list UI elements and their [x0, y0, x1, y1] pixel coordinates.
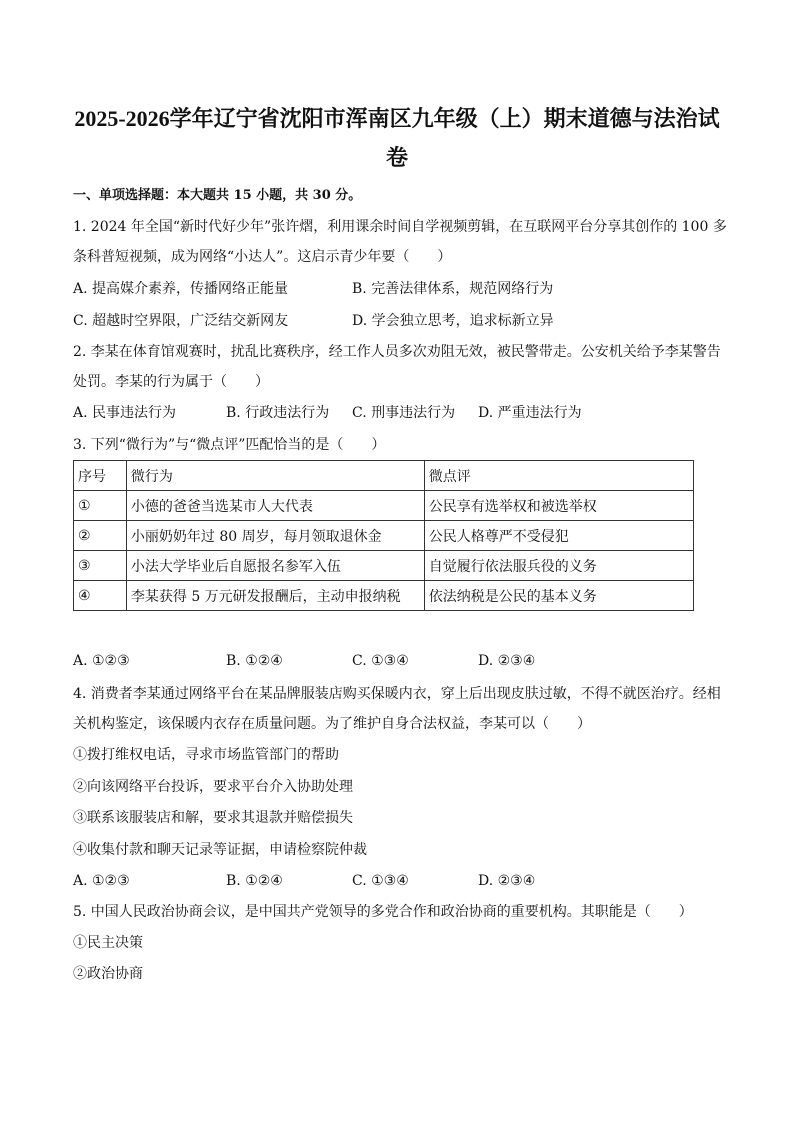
- table-header-cell: 序号: [74, 461, 127, 491]
- q2-option-d[interactable]: D. 严重违法行为: [478, 405, 582, 421]
- table-cell-no: ③: [74, 551, 127, 581]
- table-row: [74, 581, 694, 611]
- q5-stem: 5. 中国人民政治协商会议，是中国共产党领导的多党合作和政治协商的重要机构。其职能是（ ）: [73, 904, 693, 920]
- q2-option-a[interactable]: A. 民事违法行为: [73, 405, 177, 421]
- table-cell-comment: 自觉履行依法服兵役的义务: [424, 551, 693, 581]
- q4-item-3: ③联系该服装店和解，要求其退款并赔偿损失: [73, 810, 353, 826]
- q3-option-a[interactable]: A. ①②③: [73, 653, 130, 669]
- q4-stem-line-1: 4. 消费者李某通过网络平台在某品牌服装店购买保暖内衣，穿上后出现皮肤过敏，不得不就医治疗。经相: [73, 686, 721, 702]
- table-row: [74, 491, 694, 521]
- q5-item-1: ①民主决策: [73, 935, 143, 951]
- table-cell-behavior: 小德的爸爸当选某市人大代表: [126, 491, 424, 521]
- exam-title-line-2: 卷: [385, 145, 408, 170]
- q5-item-2: ②政治协商: [73, 966, 143, 982]
- q1-stem-line-1: 1. 2024 年全国“新时代好少年”张许熠，利用课余时间自学视频剪辑，在互联网平台分享其创作的 100 多: [73, 219, 727, 235]
- table-cell-behavior: 小法大学毕业后自愿报名参军入伍: [126, 551, 424, 581]
- q4-option-b[interactable]: B. ①②④: [226, 873, 283, 889]
- table-header-row: [74, 461, 694, 491]
- q2-stem-line-1: 2. 李某在体育馆观赛时，扰乱比赛秩序，经工作人员多次劝阻无效，被民警带走。公安机关给予李某警告: [73, 344, 721, 360]
- q3-option-b[interactable]: B. ①②④: [226, 653, 283, 669]
- table-cell-no: ④: [74, 581, 127, 611]
- q1-option-b[interactable]: B. 完善法律体系，规范网络行为: [352, 281, 554, 297]
- table-cell-behavior: 李某获得 5 万元研发报酬后，主动申报纳税: [126, 581, 424, 611]
- q3-table: [73, 460, 694, 611]
- table-cell-comment: 公民人格尊严不受侵犯: [424, 521, 693, 551]
- q4-stem-line-2: 关机构鉴定，该保暖内衣存在质量问题。为了维护自身合法权益，李某可以（ ）: [73, 716, 591, 732]
- q4-option-a[interactable]: A. ①②③: [73, 873, 130, 889]
- q4-option-d[interactable]: D. ②③④: [478, 873, 536, 889]
- table-cell-comment: 依法纳税是公民的基本义务: [424, 581, 693, 611]
- q3-option-c[interactable]: C. ①③④: [352, 653, 409, 669]
- q4-item-2: ②向该网络平台投诉，要求平台介入协助处理: [73, 779, 353, 795]
- q1-stem-line-2: 条科普短视频，成为网络“小达人”。这启示青少年要（ ）: [73, 249, 452, 265]
- table-cell-no: ①: [74, 491, 127, 521]
- q2-option-b[interactable]: B. 行政违法行为: [226, 405, 330, 421]
- q4-item-4: ④收集付款和聊天记录等证据，申请检察院仲裁: [73, 842, 367, 858]
- q2-stem-line-2: 处罚。李某的行为属于（ ）: [73, 374, 269, 390]
- table-cell-comment: 公民享有选举权和被选举权: [424, 491, 693, 521]
- q1-option-c[interactable]: C. 超越时空界限，广泛结交新网友: [73, 313, 289, 329]
- q3-option-d[interactable]: D. ②③④: [478, 653, 536, 669]
- table-header-cell: 微点评: [424, 461, 693, 491]
- table-cell-behavior: 小丽奶奶年过 80 周岁，每月领取退休金: [126, 521, 424, 551]
- table-header-cell: 微行为: [126, 461, 424, 491]
- q2-option-c[interactable]: C. 刑事违法行为: [352, 405, 456, 421]
- table-row: [74, 521, 694, 551]
- exam-title-line-1: 2025-2026学年辽宁省沈阳市浑南区九年级（上）期末道德与法治试: [74, 106, 720, 131]
- q3-stem: 3. 下列“微行为”与“微点评”匹配恰当的是（ ）: [73, 437, 386, 453]
- q1-option-d[interactable]: D. 学会独立思考，追求标新立异: [352, 313, 554, 329]
- q4-option-c[interactable]: C. ①③④: [352, 873, 409, 889]
- q1-option-a[interactable]: A. 提高媒介素养，传播网络正能量: [73, 281, 289, 297]
- section-heading: 一、单项选择题：本大题共 15 小题，共 30 分。: [73, 188, 362, 203]
- table-row: [74, 551, 694, 581]
- table-cell-no: ②: [74, 521, 127, 551]
- q4-item-1: ①拨打维权电话，寻求市场监管部门的帮助: [73, 747, 339, 763]
